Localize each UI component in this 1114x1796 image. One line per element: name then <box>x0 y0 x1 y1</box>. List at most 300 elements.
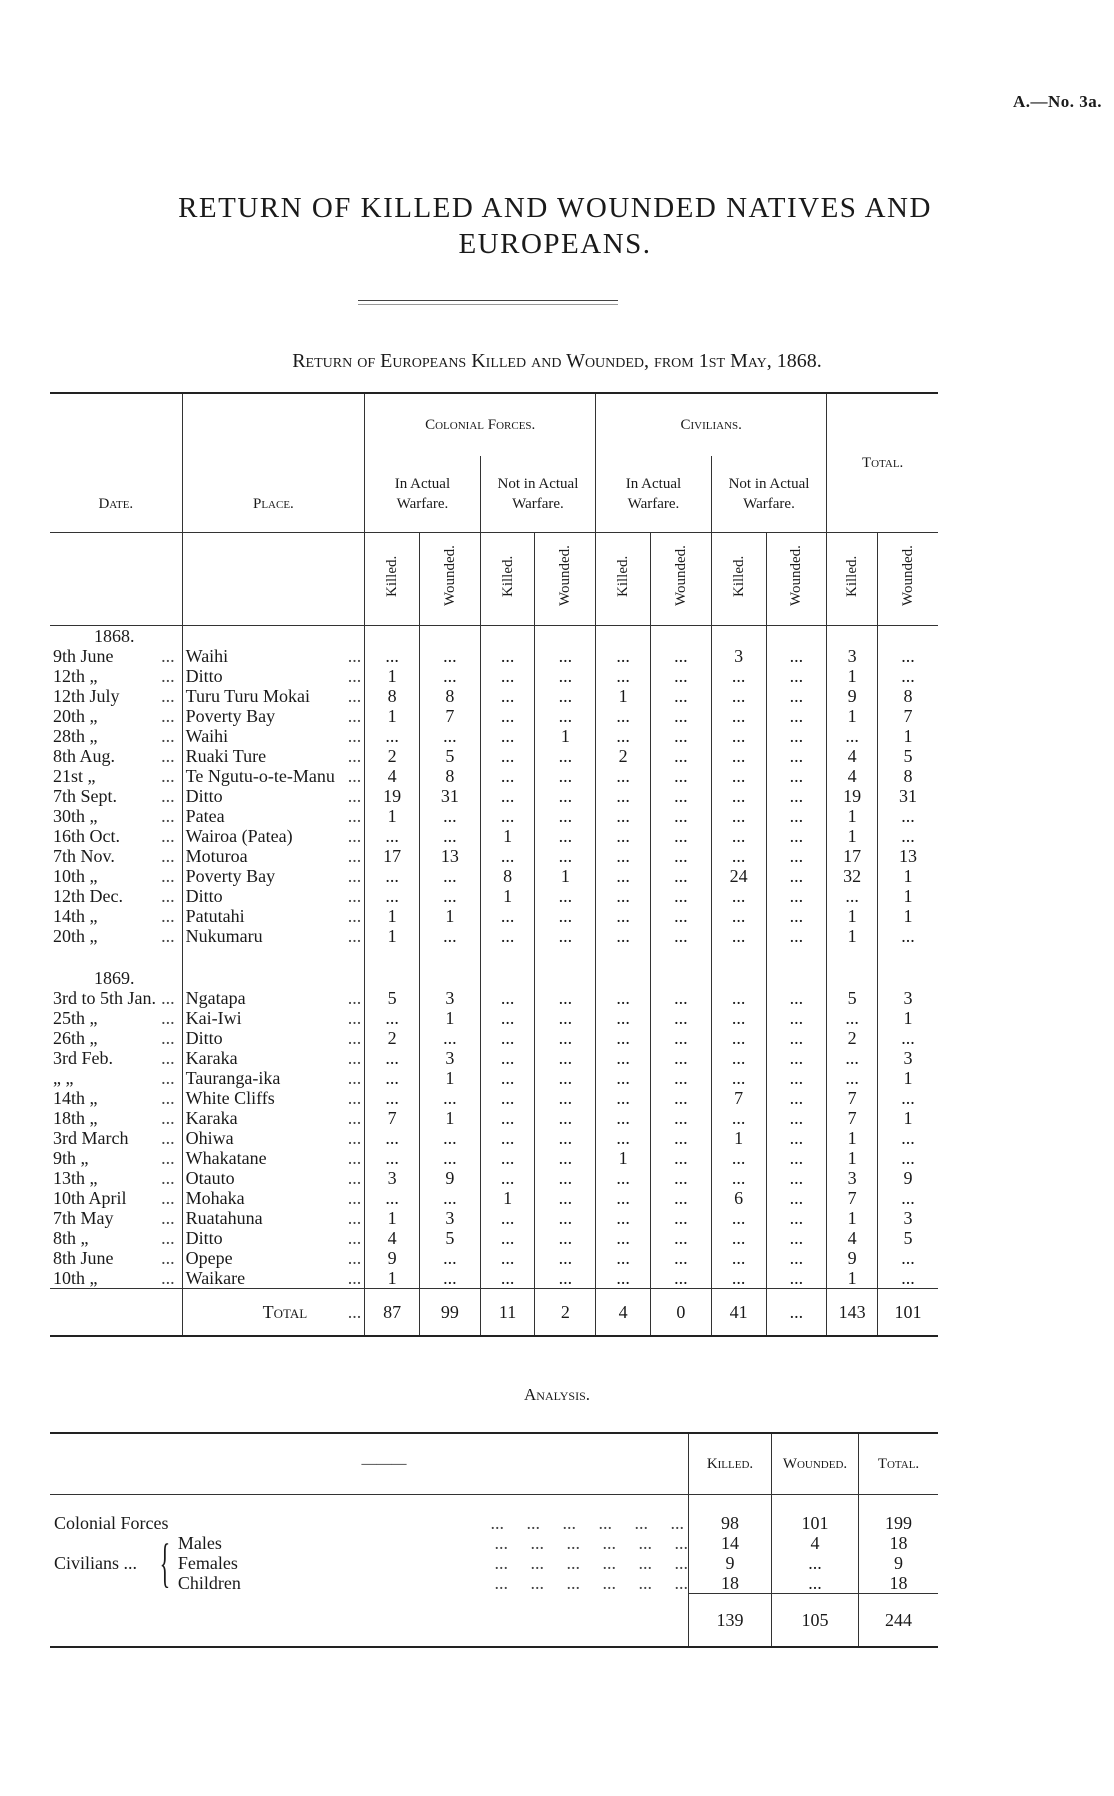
analysis-cell: 199 <box>859 1513 939 1533</box>
colonial-in-actual-header: In Actual Warfare. <box>365 456 481 532</box>
value-cell: ... <box>535 686 596 706</box>
value-cell: ... <box>766 686 827 706</box>
value-cell: ... <box>535 666 596 686</box>
value-cell: ... <box>480 906 535 926</box>
leader-dots: ... <box>161 1208 175 1228</box>
value-cell: ... <box>535 1108 596 1128</box>
value-cell: 3 <box>711 646 766 666</box>
killed-header: Killed. <box>615 555 632 597</box>
leader-dots: ... <box>347 1168 362 1188</box>
value-cell: 1 <box>711 1128 766 1148</box>
wounded-header: Wounded. <box>900 545 917 607</box>
leader-dots: ... <box>347 846 362 866</box>
value-cell: 17 <box>365 846 420 866</box>
date-cell <box>50 1048 182 1068</box>
table-row <box>50 1208 938 1228</box>
value-cell: ... <box>419 866 480 886</box>
civilians-header: Civilians. <box>596 393 827 456</box>
value-cell: ... <box>480 1028 535 1048</box>
value-cell: ... <box>480 926 535 946</box>
value-cell: ... <box>480 1208 535 1228</box>
analysis-cell: 18 <box>859 1533 939 1553</box>
table-row <box>50 1088 938 1108</box>
value-cell: ... <box>766 666 827 686</box>
value-cell: 1 <box>419 906 480 926</box>
value-cell: ... <box>651 666 712 686</box>
total-row <box>50 1289 938 1337</box>
total-cell: 101 <box>878 1289 938 1337</box>
value-cell: ... <box>419 1088 480 1108</box>
total-cell: 2 <box>535 1289 596 1337</box>
value-cell: 3 <box>878 1048 938 1068</box>
value-cell: ... <box>365 1008 420 1028</box>
value-cell: ... <box>480 1128 535 1148</box>
place-cell <box>182 1028 365 1048</box>
date-cell <box>50 806 182 826</box>
value-cell: 19 <box>827 786 878 806</box>
date-cell <box>50 1088 182 1108</box>
blank-cell <box>878 946 938 968</box>
value-cell: 5 <box>878 1228 938 1248</box>
table-row <box>50 726 938 746</box>
value-cell: ... <box>711 826 766 846</box>
leader-dots: ... <box>161 906 175 926</box>
value-cell: ... <box>596 1128 651 1148</box>
date-text: 7th Nov. <box>53 846 115 866</box>
value-cell: ... <box>419 1148 480 1168</box>
value-cell: 9 <box>419 1168 480 1188</box>
place-text: Poverty Bay <box>185 866 276 886</box>
colonial-forces-header: Colonial Forces. <box>365 393 596 456</box>
table-row <box>50 686 938 706</box>
leader-dots: ... <box>347 826 362 846</box>
value-cell: ... <box>596 766 651 786</box>
value-cell: ... <box>365 1068 420 1088</box>
blank-cell <box>827 968 878 988</box>
table-subtitle: Return of Europeans Killed and Wounded, from 1st May, 1868. <box>292 350 822 372</box>
value-cell: ... <box>596 1268 651 1289</box>
place-text: Waihi <box>185 646 229 666</box>
date-cell <box>50 1228 182 1248</box>
value-cell: ... <box>419 806 480 826</box>
value-cell: ... <box>419 666 480 686</box>
value-cell: 3 <box>419 988 480 1008</box>
value-cell: ... <box>711 886 766 906</box>
value-cell: ... <box>535 786 596 806</box>
place-text: Poverty Bay <box>185 706 276 726</box>
value-cell: ... <box>878 826 938 846</box>
table-row <box>50 1188 938 1208</box>
date-cell <box>50 1068 182 1088</box>
leader-dots: ... <box>161 1048 175 1068</box>
place-cell <box>182 1248 365 1268</box>
place-cell <box>182 1068 365 1088</box>
leader-dots: ... <box>161 1108 175 1128</box>
value-cell: ... <box>480 1088 535 1108</box>
table-row <box>50 988 938 1008</box>
analysis-cell: 14 <box>689 1533 772 1553</box>
leader-dots: ... <box>347 988 362 1008</box>
date-text: 12th Dec. <box>53 886 123 906</box>
date-cell <box>50 846 182 866</box>
total-header: Total. <box>827 393 938 533</box>
value-cell: ... <box>766 846 827 866</box>
year-label: 1869. <box>94 968 135 988</box>
leader-dots: ... <box>161 926 175 946</box>
value-cell: 13 <box>419 846 480 866</box>
total-cell: 0 <box>651 1289 712 1337</box>
leader-dots: ... <box>161 646 175 666</box>
value-cell: ... <box>596 1208 651 1228</box>
leader-dots: ... <box>161 1168 175 1188</box>
blank-cell <box>535 968 596 988</box>
value-cell: ... <box>651 1008 712 1028</box>
date-text: 20th „ <box>53 706 98 726</box>
value-cell: ... <box>596 866 651 886</box>
table-row <box>50 926 938 946</box>
date-text: 10th „ <box>53 1268 98 1288</box>
spacer-row <box>50 946 938 968</box>
value-cell: ... <box>766 786 827 806</box>
date-text: 28th „ <box>53 726 98 746</box>
value-cell: ... <box>535 988 596 1008</box>
value-cell: ... <box>711 1268 766 1289</box>
date-text: 20th „ <box>53 926 98 946</box>
value-cell: ... <box>878 1268 938 1289</box>
year-label: 1868. <box>94 626 135 646</box>
blank-cell <box>651 946 712 968</box>
civilian-in-actual-header: In Actual Warfare. <box>596 456 712 532</box>
value-cell: ... <box>535 1248 596 1268</box>
date-text: „ „ <box>53 1068 74 1088</box>
blank-cell <box>365 946 420 968</box>
table-row <box>50 826 938 846</box>
date-cell <box>50 666 182 686</box>
value-cell: 7 <box>827 1088 878 1108</box>
value-cell: 1 <box>827 706 878 726</box>
main-title <box>90 190 1020 262</box>
value-cell: ... <box>766 1168 827 1188</box>
value-cell: 5 <box>827 988 878 1008</box>
value-cell: 31 <box>419 786 480 806</box>
value-cell: ... <box>535 806 596 826</box>
leader-dots: ... <box>161 1128 175 1148</box>
date-cell <box>50 1028 182 1048</box>
value-cell: ... <box>365 726 420 746</box>
value-cell: 3 <box>827 1168 878 1188</box>
date-text: 12th „ <box>53 666 98 686</box>
analysis-killed-header: Killed. <box>689 1433 772 1495</box>
blank-cell <box>535 946 596 968</box>
wounded-header: Wounded. <box>441 545 458 607</box>
place-text: Karaka <box>185 1108 238 1128</box>
blank-cell <box>766 946 827 968</box>
value-cell: 3 <box>878 1208 938 1228</box>
value-cell: ... <box>878 1148 938 1168</box>
place-cell <box>182 1228 365 1248</box>
value-cell: ... <box>596 926 651 946</box>
place-text: Nukumaru <box>185 926 263 946</box>
value-cell: 2 <box>365 1028 420 1048</box>
leader-dots: ... <box>161 1248 175 1268</box>
date-text: 21st „ <box>53 766 96 786</box>
value-cell: ... <box>651 646 712 666</box>
date-text: 8th June <box>53 1248 114 1268</box>
value-cell: 1 <box>827 806 878 826</box>
value-cell: ... <box>711 1148 766 1168</box>
value-cell: ... <box>480 646 535 666</box>
value-cell: ... <box>766 1028 827 1048</box>
date-text: 18th „ <box>53 1108 98 1128</box>
value-cell: ... <box>365 866 420 886</box>
leader-dots: ... <box>161 1008 175 1028</box>
value-cell: ... <box>596 906 651 926</box>
value-cell: ... <box>596 988 651 1008</box>
analysis-total-total: 244 <box>859 1594 939 1647</box>
leader-dots: ... <box>347 1148 362 1168</box>
value-cell: 1 <box>365 1208 420 1228</box>
value-cell: 1 <box>419 1068 480 1088</box>
value-cell: ... <box>596 1108 651 1128</box>
value-cell: 1 <box>878 866 938 886</box>
value-cell: ... <box>711 666 766 686</box>
value-cell: ... <box>596 666 651 686</box>
value-cell: ... <box>365 826 420 846</box>
value-cell: 4 <box>827 1228 878 1248</box>
place-text: Waikare <box>185 1268 246 1288</box>
value-cell: 3 <box>419 1048 480 1068</box>
value-cell: 3 <box>419 1208 480 1228</box>
value-cell: ... <box>651 866 712 886</box>
date-cell <box>50 866 182 886</box>
value-cell: 2 <box>596 746 651 766</box>
blank-cell <box>365 968 420 988</box>
table-row <box>50 1128 938 1148</box>
value-cell: ... <box>651 1028 712 1048</box>
value-cell: ... <box>596 886 651 906</box>
total-cell: 11 <box>480 1289 535 1337</box>
value-cell: ... <box>651 1168 712 1188</box>
value-cell: ... <box>711 766 766 786</box>
value-cell: ... <box>878 1248 938 1268</box>
value-cell: ... <box>596 726 651 746</box>
total-label <box>182 1289 365 1337</box>
value-cell: ... <box>535 1148 596 1168</box>
value-cell: ... <box>480 1048 535 1068</box>
value-cell: 17 <box>827 846 878 866</box>
blank-cell <box>651 968 712 988</box>
value-cell: ... <box>766 1148 827 1168</box>
value-cell: ... <box>480 988 535 1008</box>
blank-cell <box>827 946 878 968</box>
place-cell <box>182 1128 365 1148</box>
value-cell: ... <box>480 1148 535 1168</box>
wounded-header: Wounded. <box>788 545 805 607</box>
leader-dots: ... <box>347 1028 362 1048</box>
value-cell: 5 <box>419 746 480 766</box>
value-cell: ... <box>711 706 766 726</box>
value-cell: ... <box>878 1028 938 1048</box>
table-row <box>50 786 938 806</box>
value-cell: ... <box>419 726 480 746</box>
value-cell: ... <box>766 866 827 886</box>
blank-cell <box>711 968 766 988</box>
analysis-cell: 4 <box>772 1533 859 1553</box>
leader-dots: ... <box>161 686 175 706</box>
value-cell: ... <box>365 1048 420 1068</box>
value-cell: ... <box>535 646 596 666</box>
value-cell: ... <box>596 1068 651 1088</box>
analysis-label: Females <box>177 1553 238 1574</box>
value-cell: ... <box>651 1128 712 1148</box>
place-cell <box>182 1048 365 1068</box>
leader-dots: ... <box>347 1248 362 1268</box>
date-text: 30th „ <box>53 806 98 826</box>
analysis-cell: 18 <box>689 1573 772 1594</box>
value-cell: ... <box>535 1048 596 1068</box>
place-text: Turu Turu Mokai <box>185 686 311 706</box>
return-table <box>50 392 938 1337</box>
value-cell: ... <box>878 646 938 666</box>
value-cell: ... <box>419 1248 480 1268</box>
place-text: Ngatapa <box>185 988 246 1008</box>
analysis-cell: ... <box>772 1573 859 1594</box>
value-cell: ... <box>535 926 596 946</box>
leader-dots: ... <box>347 886 362 906</box>
value-cell: ... <box>651 726 712 746</box>
place-text: Ruaki Ture <box>185 746 267 766</box>
value-cell: ... <box>878 1088 938 1108</box>
leader-dots: ... <box>161 786 175 806</box>
date-text: 14th „ <box>53 906 98 926</box>
value-cell: ... <box>766 988 827 1008</box>
value-cell: 7 <box>878 706 938 726</box>
value-cell: ... <box>651 1068 712 1088</box>
leader-dots: ... <box>347 1068 362 1088</box>
blank-cell <box>711 946 766 968</box>
date-text: 9th June <box>53 646 114 666</box>
colonial-not-in-actual-header: Not in Actual Warfare. <box>480 456 596 532</box>
value-cell: 3 <box>365 1168 420 1188</box>
value-cell: ... <box>480 1248 535 1268</box>
place-cell <box>182 766 365 786</box>
leader-dots: ... <box>347 1048 362 1068</box>
value-cell: 4 <box>365 766 420 786</box>
place-text: Tauranga-ika <box>185 1068 281 1088</box>
place-cell <box>182 706 365 726</box>
value-cell: ... <box>535 886 596 906</box>
value-cell: 1 <box>878 886 938 906</box>
value-cell: ... <box>535 1028 596 1048</box>
table-row <box>50 1028 938 1048</box>
place-text: Otauto <box>185 1168 235 1188</box>
value-cell: ... <box>480 846 535 866</box>
value-cell: ... <box>596 846 651 866</box>
place-text: Wairoa (Patea) <box>185 826 293 846</box>
civilians-label: Civilians ... <box>54 1553 138 1574</box>
value-cell: ... <box>596 1088 651 1108</box>
value-cell: ... <box>711 1068 766 1088</box>
date-cell <box>50 1128 182 1148</box>
date-text: 26th „ <box>53 1028 98 1048</box>
value-cell: ... <box>480 1228 535 1248</box>
analysis-cell: 98 <box>689 1513 772 1533</box>
place-cell <box>182 726 365 746</box>
value-cell: 1 <box>827 826 878 846</box>
date-cell <box>50 906 182 926</box>
place-text: Ditto <box>185 1028 223 1048</box>
date-cell <box>50 886 182 906</box>
date-cell <box>50 988 182 1008</box>
value-cell: ... <box>878 1128 938 1148</box>
value-cell: ... <box>766 726 827 746</box>
value-cell: ... <box>827 1048 878 1068</box>
value-cell: 19 <box>365 786 420 806</box>
value-cell: ... <box>651 826 712 846</box>
date-cell <box>50 1208 182 1228</box>
analysis-cell: 9 <box>859 1553 939 1573</box>
analysis-total-killed: 139 <box>689 1594 772 1647</box>
value-cell: 1 <box>596 1148 651 1168</box>
value-cell: ... <box>711 726 766 746</box>
value-cell: ... <box>535 706 596 726</box>
total-cell: 87 <box>365 1289 420 1337</box>
leader-dots: ... <box>347 746 362 766</box>
place-cell <box>182 1088 365 1108</box>
analysis-total-wounded: 105 <box>772 1594 859 1647</box>
value-cell: 7 <box>365 1108 420 1128</box>
place-cell <box>182 686 365 706</box>
analysis-row-males: Civilians ... { Males ... ... ... ... ... ... Females ... ... ... ... ... ... Children ... ... ... ... ... ... 14 4 18 <box>50 1533 938 1553</box>
blank-cell <box>182 968 365 988</box>
value-cell: ... <box>711 1248 766 1268</box>
value-cell: 32 <box>827 866 878 886</box>
place-text: Ruatahuna <box>185 1208 263 1228</box>
value-cell: ... <box>766 1008 827 1028</box>
value-cell: ... <box>480 1108 535 1128</box>
value-cell: ... <box>535 1268 596 1289</box>
value-cell: ... <box>480 726 535 746</box>
blank-cell <box>50 946 182 968</box>
value-cell: ... <box>480 1008 535 1028</box>
value-cell: ... <box>596 806 651 826</box>
value-cell: ... <box>419 926 480 946</box>
analysis-cell: 18 <box>859 1573 939 1594</box>
table-row <box>50 666 938 686</box>
value-cell: ... <box>480 1268 535 1289</box>
leader-dots: ... <box>161 746 175 766</box>
date-text: 14th „ <box>53 1088 98 1108</box>
place-text: Moturoa <box>185 846 248 866</box>
place-cell <box>182 886 365 906</box>
table-row <box>50 746 938 766</box>
value-cell: ... <box>651 1088 712 1108</box>
value-cell: ... <box>535 1228 596 1248</box>
value-cell: ... <box>651 1268 712 1289</box>
value-cell: ... <box>651 988 712 1008</box>
leader-dots: ... <box>347 866 362 886</box>
place-text: Opepe <box>185 1248 233 1268</box>
analysis-row-colonial: Colonial Forces ... ... ... ... ... ... 98 101 199 <box>50 1513 938 1533</box>
leader-dots: ... <box>161 988 175 1008</box>
value-cell: 1 <box>827 1148 878 1168</box>
value-cell: 1 <box>535 866 596 886</box>
value-cell: 1 <box>365 806 420 826</box>
leader-dots: ... <box>347 1228 362 1248</box>
leader-dots: ... <box>161 726 175 746</box>
analysis-label: Children <box>177 1573 241 1594</box>
value-cell: 7 <box>711 1088 766 1108</box>
